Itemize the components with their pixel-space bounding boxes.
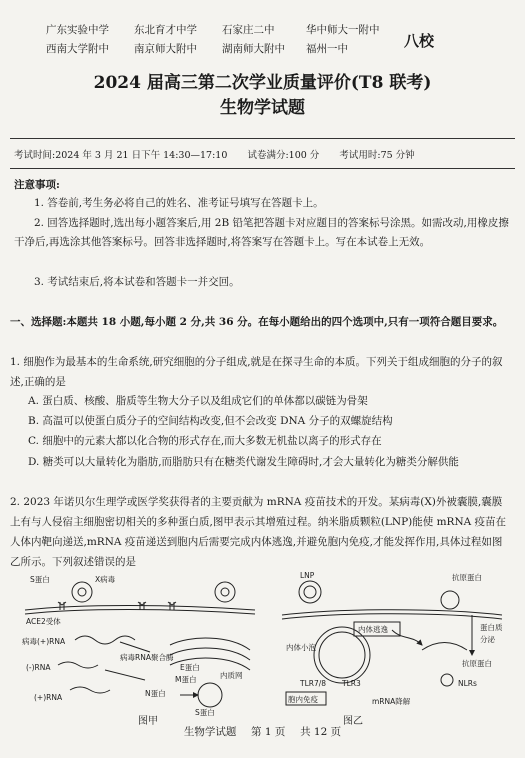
label-tlr78: TLR7/8 [300,679,327,688]
q1-option-c: C. 细胞中的元素大都以化合物的形式存在,而大多数无机盐以离子的形式存在 [28,435,382,447]
label-virus-x: X病毒 [95,575,116,584]
footer-total: 共 12 页 [300,726,342,738]
alliance-label: 八校 [404,32,435,50]
vesicle-icon [198,683,222,707]
label-s-protein-2: S蛋白 [195,708,215,717]
label-plus-rna-2: (+)RNA [34,693,63,702]
label-degrade: mRNA降解 [372,697,411,706]
figure-a-caption: 图甲 [138,716,158,727]
label-n-protein: N蛋白 [145,689,166,698]
label-e-protein: E蛋白 [180,663,200,672]
label-polymerase: 病毒RNA聚合酶 [120,653,174,662]
duration: 考试用时:75 分钟 [339,150,415,161]
exam-title: 2024 届高三第二次学业质量评价(T8 联考) [93,73,432,93]
virus-x-icon [72,582,92,602]
school-3: 石家庄二中 [222,24,275,36]
q2-stem: 2. 2023 年诺贝尔生理学或医学奖获得者的主要贡献为 mRNA 疫苗技术的开发。某病毒(X)外被囊膜,囊膜上有与人侵宿主细胞密切相关的多种蛋白质,图甲表示其增殖过程。纳米脂质颗粒(LNP)能使 mRNA 疫苗在人体内靶向递送,mRNA 疫苗递送到胞内后需要完成内体逃逸,并避免胞内免疫,才能发挥作用,具体过程如图乙所示。下列叙述错误的是 [10,496,507,568]
label-secretion: 分泌 [480,635,495,644]
school-6: 南京师大附中 [134,43,197,55]
label-antigen-2: 抗原蛋白 [462,659,492,668]
label-s-protein: S蛋白 [30,575,50,584]
budding-virus-icon [215,582,235,602]
school-4: 华中师大一附中 [306,24,380,36]
school-5: 西南大学附中 [46,43,109,55]
label-m-protein: M蛋白 [175,675,197,684]
nlrs-icon [441,674,453,686]
label-nlrs: NLRs [458,679,477,688]
q1-option-b: B. 高温可以使蛋白质分子的空间结构改变,但不会改变 DNA 分子的双螺旋结构 [28,415,393,427]
endosome-icon [314,627,370,683]
school-1: 广东实验中学 [46,24,109,36]
figure-a [20,570,260,720]
plus-rna-strand [75,636,135,644]
exam-meta [14,147,415,161]
label-antigen: 抗原蛋白 [452,573,482,582]
figure-b-caption: 图乙 [343,716,363,727]
notice-item-2: 2. 回答选择题时,选出每小题答案后,用 2B 铅笔把答题卡对应题目的答案标号涂黑。如需改动,用橡皮擦干净后,再选涂其他答案标号。回答非选择题时,将答案写在答题卡上。写在本试卷上无效。 [14,217,509,248]
label-endosome: 内体小泡 [286,643,316,652]
label-lnp: LNP [300,571,315,580]
q1-option-d: D. 糖类可以大量转化为脂肪,而脂肪只有在糖类代谢发生障碍时,才会大量转化为糖类分解供能 [28,456,459,468]
label-er: 内质网 [220,671,243,680]
label-plus-rna: 病毒(+)RNA [22,637,66,646]
lnp-icon [299,581,321,603]
label-minus-rna: (-)RNA [26,663,51,672]
school-8: 福州一中 [306,43,348,55]
ribosome-strand [422,643,467,651]
label-immune: 胞内免疫 [288,695,318,704]
label-ace2: ACE2受体 [26,617,61,626]
full-score: 试卷满分:100 分 [247,150,320,161]
subject-title: 生物学试题 [220,98,305,118]
school-2: 东北育才中学 [134,24,197,36]
ace2-receptor-icon [58,602,66,610]
q1-stem: 1. 细胞作为最基本的生命系统,研究细胞的分子组成,就是在探寻生命的本质。下列关于组成细胞的分子的叙述,正确的是 [10,356,503,388]
footer-subject: 生物学试题 [183,726,237,738]
plus-rna-strand-2 [70,687,110,693]
label-protein: 蛋白质 [480,623,503,632]
section-heading: 一、选择题:本题共 18 小题,每小题 2 分,共 36 分。在每小题给出的四个选项中,只有一项符合题目要求。 [10,316,504,328]
school-7: 湖南师大附中 [222,43,285,55]
minus-rna-strand [58,662,98,668]
notice-item-3: 3. 考试结束后,将本试卷和答题卡一并交回。 [33,276,240,288]
footer-page: 第 1 页 [251,726,286,738]
notice-heading: 注意事项: [14,179,60,191]
notice-item-1: 1. 答卷前,考生务必将自己的姓名、准考证号填写在答题卡上。 [33,197,324,209]
exam-time: 考试时间:2024 年 3 月 21 日下午 14:30—17:10 [14,150,228,161]
page-footer [0,724,525,739]
label-tlr3: TLR3 [342,679,361,688]
antigen-icon [441,591,459,609]
rule-top [10,138,515,139]
q1-option-a: A. 蛋白质、核酸、脂质等生物大分子以及组成它们的单体都以碳链为骨架 [28,395,368,407]
rule-bottom [10,168,515,169]
label-endo-escape: 内体逃逸 [358,625,388,634]
figure-b [272,570,512,720]
